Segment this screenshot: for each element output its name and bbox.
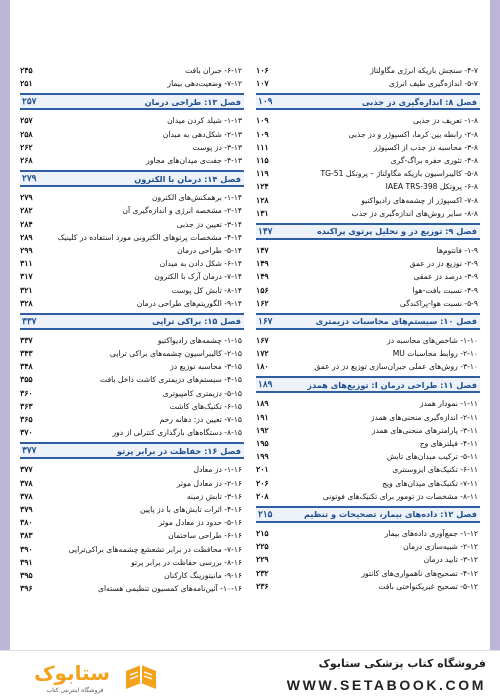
- toc-chapter-title: فصل ۱۶: حفاظت در برابر پرتو: [117, 445, 241, 456]
- toc-entry-title: ۷-۱۶- محافظت در برابر تشعشع چشمه‌های براکی‌تراپی: [68, 544, 242, 554]
- toc-page-number: ۲۴۵: [20, 66, 33, 76]
- toc-entry-title: ۶-۱۵- تکنیک‌های کاشت: [169, 401, 242, 411]
- toc-page-number: ۳۷۷: [20, 465, 33, 475]
- toc-entry[interactable]: [256, 540, 480, 553]
- toc-page-number: ۱۸۰: [256, 362, 269, 372]
- toc-entry-title: ۳-۱۲- تایید درمان: [423, 555, 478, 565]
- toc-entry[interactable]: [256, 257, 480, 270]
- toc-entry[interactable]: [20, 413, 244, 426]
- toc-entry-title: ۵-۸- کالیبراسیون باریکه مگاولتاژ – پروتکل TG-51: [320, 169, 478, 179]
- toc-entry-title: ۲-۱۰- روابط محاسبات MU: [392, 349, 478, 359]
- toc-page-number: ۳۳۷: [20, 335, 33, 345]
- toc-entry[interactable]: [20, 373, 244, 386]
- toc-page-number: ۱۰۶: [256, 66, 269, 76]
- toc-column-left: [20, 64, 244, 595]
- toc-entry-title: ۶-۱۴- شکل دادن به میدان: [159, 259, 242, 269]
- toc-entry-title: ۳-۱۵- محاسبه توزیع دز: [170, 362, 242, 372]
- toc-entry-title: ۴-۱۱- فیلترهای وج: [419, 439, 478, 449]
- toc-entry-title: ۳-۱۳- دز پوست: [192, 142, 242, 152]
- toc-page-number: ۳۱۷: [20, 272, 33, 282]
- toc-entry[interactable]: [20, 542, 244, 555]
- toc-entry[interactable]: [256, 141, 480, 154]
- toc-entry[interactable]: [20, 387, 244, 400]
- toc-entry-title: ۱-۸- تعریف دز جذبی: [412, 116, 478, 126]
- toc-page-number: ۲۷۹: [20, 193, 33, 203]
- toc-page-number: ۳۳۷: [22, 315, 37, 326]
- toc-page-number: ۲۳۶: [256, 581, 269, 591]
- toc-page-number: ۳۶۳: [20, 401, 33, 411]
- toc-page-number: ۱۴۹: [256, 259, 269, 269]
- toc-chapter-heading[interactable]: [256, 506, 480, 523]
- toc-entry[interactable]: [256, 77, 480, 90]
- toc-entry[interactable]: [20, 463, 244, 476]
- toc-entry[interactable]: [256, 64, 480, 77]
- toc-page-number: ۳۹۰: [20, 544, 33, 554]
- toc-page-number: ۱۹۹: [256, 452, 269, 462]
- toc-page-number: ۱۲۴: [256, 182, 269, 192]
- toc-entry-title: ۷-۱۲- وضعیت‌دهی بیمار: [167, 79, 242, 89]
- toc-entry-title: ۸-۱۱- مشخصات دز تومور برای تکنیک‌های فوتونی: [322, 491, 478, 501]
- toc-page-number: ۳۶۵: [20, 415, 33, 425]
- toc-page-number: ۱۵۶: [256, 285, 269, 295]
- toc-entry[interactable]: [20, 231, 244, 244]
- toc-entry[interactable]: [20, 347, 244, 360]
- toc-entry[interactable]: [256, 180, 480, 193]
- toc-page-number: ۳۷۸: [20, 478, 33, 488]
- toc-entry[interactable]: [256, 154, 480, 167]
- toc-entry[interactable]: [20, 141, 244, 154]
- toc-page-number: ۲۱۵: [258, 508, 273, 519]
- toc-entry-title: ۱-۱۴- برهمکنش‌های الکترون: [151, 193, 242, 203]
- toc-page-number: ۳۲۸: [20, 298, 33, 308]
- toc-page-number: ۱۴۷: [258, 225, 273, 236]
- toc-entry-title: ۳-۱۱- پارامترهای منحنی‌های همدز: [371, 425, 478, 435]
- toc-page-number: ۱۰۹: [258, 96, 273, 107]
- toc-entry[interactable]: [256, 114, 480, 127]
- toc-page-number: ۱۶۷: [258, 315, 273, 326]
- toc-entry[interactable]: [256, 167, 480, 180]
- toc-entry[interactable]: [20, 297, 244, 310]
- toc-entry-title: ۶-۱۶- طراحی ساختمان: [168, 531, 242, 541]
- toc-entry-title: ۳-۸- محاسبه دز جذب از اکسپوژر: [373, 142, 478, 152]
- toc-entry[interactable]: [256, 490, 480, 503]
- toc-entry-title: ۴-۱۶- اثرات تابش‌های با دز پایین: [139, 504, 242, 514]
- toc-column-right: [256, 64, 480, 593]
- toc-chapter-heading[interactable]: [256, 223, 480, 240]
- toc-entry[interactable]: [256, 194, 480, 207]
- store-footer: [0, 650, 500, 700]
- toc-entry[interactable]: [20, 218, 244, 231]
- toc-chapter-heading[interactable]: [20, 442, 244, 459]
- toc-entry[interactable]: [256, 566, 480, 579]
- toc-page-number: ۱۷۲: [256, 349, 269, 359]
- toc-page-number: ۲۰۸: [256, 491, 269, 501]
- toc-page-number: ۳۷۷: [22, 445, 37, 456]
- toc-chapter-heading[interactable]: [256, 313, 480, 330]
- toc-page-number: ۱۱۵: [256, 156, 269, 166]
- toc-entry-title: ۲-۱۳- شکل‌دهی به میدان: [162, 129, 242, 139]
- toc-entry-title: ۲-۱۱- اندازه‌گیری منحنی‌های همدز: [370, 412, 478, 422]
- toc-page-number: ۱۹۱: [256, 412, 269, 422]
- toc-chapter-heading[interactable]: [20, 93, 244, 110]
- toc-entry[interactable]: [20, 128, 244, 141]
- toc-entry[interactable]: [20, 64, 244, 77]
- toc-chapter-title: فصل ۱۰: سیستم‌های محاسبات دزیمتری: [315, 316, 477, 327]
- toc-page-number: ۱۰۹: [256, 116, 269, 126]
- toc-page-number: ۳۲۱: [20, 285, 33, 295]
- toc-page-number: ۲۸۴: [20, 219, 33, 229]
- toc-entry[interactable]: [256, 477, 480, 490]
- toc-entry[interactable]: [256, 450, 480, 463]
- toc-entry[interactable]: [256, 437, 480, 450]
- toc-entry-title: ۳-۱۶- تابش زمینه: [186, 491, 242, 501]
- toc-entry-title: ۱-۱۳- شیلد کردن میدان: [167, 116, 242, 126]
- toc-chapter-title: فصل ۹: توزیع دز و تحلیل پرتوی پراکنده: [316, 226, 477, 237]
- toc-entry-title: ۱-۱۰- شاخص‌های محاسبه دز: [387, 335, 478, 345]
- toc-entry-title: ۷-۱۵- تعیین دز: دهانه رحم: [159, 415, 242, 425]
- toc-entry-title: ۷-۱۴- درمان آرک با الکترون: [154, 272, 242, 282]
- toc-entry[interactable]: [256, 347, 480, 360]
- toc-entry[interactable]: [20, 477, 244, 490]
- toc-entry-title: ۳-۹- درصد دز عمقی: [413, 272, 478, 282]
- toc-entry-title: ۷-۸- اکسپوژر از چشمه‌های رادیواکتیو: [361, 195, 478, 205]
- toc-page-number: ۱۰۹: [256, 129, 269, 139]
- toc-entry-title: ۵-۱۴- طراحی درمان: [177, 245, 242, 255]
- toc-chapter-title: فصل ۱۲: داده‌های بیمار، تصحیحات و تنظیم: [303, 509, 477, 520]
- toc-entry-title: ۴-۱۵- سیستم‌های دزیمتری کاشت داخل بافت: [99, 375, 242, 385]
- toc-entry-title: ۱-۱۶- دز معادل: [193, 465, 242, 475]
- toc-page-number: ۳۶۰: [20, 388, 33, 398]
- toc-chapter-heading[interactable]: [256, 93, 480, 110]
- toc-entry-title: ۱-۹- فانتوم‌ها: [436, 245, 478, 255]
- toc-entry-title: ۸-۱۵- دستگاه‌های بارگذاری کنترلی از دور: [112, 428, 242, 438]
- toc-page-number: ۱۴۹: [256, 272, 269, 282]
- toc-page-number: ۲۰۶: [256, 478, 269, 488]
- toc-entry[interactable]: [256, 527, 480, 540]
- toc-page-number: ۳۴۸: [20, 362, 33, 372]
- toc-page-number: ۱۳۱: [256, 208, 269, 218]
- toc-page-number: ۱۶۷: [256, 335, 269, 345]
- toc-page-number: ۲۸۲: [20, 206, 33, 216]
- toc-chapter-title: فصل ۱۱: طراحی درمان I: توزیع‌های همدز: [307, 379, 477, 390]
- book-icon: [124, 663, 158, 693]
- toc-page-number: ۲۰۱: [256, 465, 269, 475]
- toc-entry-title: ۲-۱۶- دز معادل موثر: [176, 478, 242, 488]
- toc-page-number: ۱۸۹: [258, 379, 273, 390]
- toc-entry-title: ۵-۱۲- تصحیح غیریکنواختی بافت: [378, 581, 478, 591]
- toc-entry[interactable]: [20, 490, 244, 503]
- toc-entry[interactable]: [256, 283, 480, 296]
- toc-entry[interactable]: [20, 334, 244, 347]
- toc-entry[interactable]: [20, 426, 244, 439]
- toc-entry-title: ۲-۸- رابطه بین کرما، اکسپوژر و دز جذبی: [348, 129, 478, 139]
- toc-entry-title: ۲-۱۲- شبیه‌سازی درمان: [403, 542, 478, 552]
- toc-page-number: ۳۴۳: [20, 349, 33, 359]
- toc-entry[interactable]: [20, 529, 244, 542]
- toc-entry[interactable]: [20, 569, 244, 582]
- toc-entry[interactable]: [256, 397, 480, 410]
- toc-entry-title: ۲-۹- توزیع دز در عمق: [409, 259, 478, 269]
- toc-entry[interactable]: [20, 154, 244, 167]
- toc-entry[interactable]: [20, 516, 244, 529]
- toc-entry[interactable]: [256, 207, 480, 220]
- toc-entry-title: ۴-۱۲- تصحیح‌های ناهمواری‌های کانتور: [361, 568, 478, 578]
- toc-entry-title: ۵-۱۵- دزیمتری کامپیوتری: [162, 388, 242, 398]
- toc-page-number: ۱۰۷: [256, 79, 269, 89]
- toc-entry[interactable]: [20, 503, 244, 516]
- toc-entry[interactable]: [20, 283, 244, 296]
- toc-entry-title: ۵-۱۶- حدود دز معادل موثر: [158, 518, 242, 528]
- toc-entry[interactable]: [256, 463, 480, 476]
- store-url[interactable]: WWW.SETABOOK.COM: [286, 677, 486, 693]
- toc-entry[interactable]: [256, 334, 480, 347]
- toc-entry[interactable]: [20, 204, 244, 217]
- toc-page-number: ۲۵۱: [20, 79, 33, 89]
- toc-entry-title: ۱۰-۱۶- آئین‌نامه‌های کمسیون تنظیمی هسته‌ای: [98, 584, 242, 594]
- toc-entry-title: ۴-۷- سنجش باریکه انرژی مگاولتاژ: [370, 66, 478, 76]
- toc-entry[interactable]: [20, 114, 244, 127]
- toc-page-number: ۲۸۹: [20, 232, 33, 242]
- toc-entry[interactable]: [20, 270, 244, 283]
- toc-page-number: ۲۶۸: [20, 156, 33, 166]
- toc-page-number: ۲۹۹: [20, 245, 33, 255]
- toc-page-number: ۳۱۱: [20, 259, 33, 269]
- toc-page: [10, 0, 490, 650]
- toc-page-number: ۳۸۳: [20, 531, 33, 541]
- toc-page-number: ۲۳۲: [256, 568, 269, 578]
- toc-page-number: ۳۸۰: [20, 518, 33, 528]
- toc-entry-title: ۶-۱۱- تکنیک‌های ایزوسنتری: [392, 465, 478, 475]
- toc-page-number: ۲۵۷: [22, 96, 37, 107]
- toc-entry-title: ۴-۱۳- جفت‌ی میدان‌های مجاور: [146, 156, 242, 166]
- toc-page-number: ۳۵۵: [20, 375, 33, 385]
- toc-chapter-heading[interactable]: [20, 170, 244, 187]
- toc-page-number: ۱۴۷: [256, 245, 269, 255]
- toc-page-number: ۱۲۸: [256, 195, 269, 205]
- toc-page-number: ۲۲۵: [256, 542, 269, 552]
- toc-entry-title: ۸-۸- سایر روش‌های اندازه‌گیری دز جذب: [351, 208, 478, 218]
- toc-page-number: ۳۹۱: [20, 557, 33, 567]
- toc-entry-title: ۲-۱۵- کالیبراسیون چشمه‌های براکی تراپی: [109, 349, 242, 359]
- toc-entry-title: ۳-۱۰- روش‌های عملی جبران‌سازی توزیع دز در عمق: [314, 362, 478, 372]
- toc-page-number: ۱۱۹: [256, 169, 269, 179]
- toc-entry[interactable]: [20, 191, 244, 204]
- toc-page-number: ۲۵۷: [20, 116, 33, 126]
- toc-entry-title: ۸-۱۴- تابش کل پوست: [171, 285, 242, 295]
- toc-chapter-title: فصل ۱۴: درمان با الکترون: [134, 173, 241, 184]
- toc-entry-title: ۹-۱۴- الگوریتم‌های طراحی درمان: [136, 298, 242, 308]
- toc-entry-title: ۱-۱۵- چشمه‌های رادیواکتیو: [157, 335, 242, 345]
- toc-entry-title: ۱-۱۱- نمودار همدز: [419, 399, 478, 409]
- toc-chapter-title: فصل ۱۵: براکی تراپی: [152, 316, 241, 327]
- toc-entry-title: ۲-۱۴- مشخصه انرژی و اندازه‌گیری آن: [122, 206, 242, 216]
- toc-entry[interactable]: [20, 582, 244, 595]
- toc-entry-title: ۳-۱۴- تعیین دز جذبی: [176, 219, 242, 229]
- toc-entry-title: ۵-۷- اندازه‌گیری طیف انرژی: [388, 79, 478, 89]
- toc-entry[interactable]: [20, 257, 244, 270]
- toc-entry-title: ۷-۱۱- تکنیک‌های میدان‌های ویج: [382, 478, 478, 488]
- toc-chapter-heading[interactable]: [20, 313, 244, 330]
- toc-page-number: ۱۹۲: [256, 425, 269, 435]
- logo-wordmark: ستابوک: [34, 661, 110, 685]
- toc-entry[interactable]: [256, 580, 480, 593]
- toc-page-number: ۳۷۸: [20, 491, 33, 501]
- toc-page-number: ۱۹۵: [256, 439, 269, 449]
- toc-page-number: ۲۲۹: [256, 555, 269, 565]
- toc-chapter-title: فصل ۸: اندازه‌گیری دز جذبی: [362, 96, 477, 107]
- toc-entry-title: ۹-۱۶- مانیتورینگ کارکنان: [164, 570, 242, 580]
- toc-page-number: ۳۹۵: [20, 570, 33, 580]
- store-logo[interactable]: [14, 659, 164, 697]
- toc-chapter-heading[interactable]: [256, 376, 480, 393]
- toc-entry[interactable]: [256, 360, 480, 373]
- toc-entry[interactable]: [256, 297, 480, 310]
- toc-entry[interactable]: [20, 244, 244, 257]
- toc-entry[interactable]: [256, 411, 480, 424]
- toc-entry-title: ۶-۱۲- جبران بافت: [185, 66, 242, 76]
- toc-entry-title: ۸-۱۶- بررسی حفاظت در برابر پرتو: [131, 557, 242, 567]
- toc-entry[interactable]: [256, 553, 480, 566]
- toc-entry[interactable]: [20, 360, 244, 373]
- toc-chapter-title: فصل ۱۳: طراحی درمان: [144, 96, 241, 107]
- store-title: فروشگاه کتاب پزشکی ستابوک: [318, 657, 486, 670]
- toc-entry[interactable]: [256, 424, 480, 437]
- toc-entry-title: ۴-۱۴- مشخصات پرتوهای الکترونی مورد استفاده در کلینیک: [57, 232, 242, 242]
- toc-page-number: ۲۶۲: [20, 142, 33, 152]
- toc-page-number: ۲۱۵: [256, 528, 269, 538]
- toc-page-number: ۲۵۸: [20, 129, 33, 139]
- toc-page-number: ۳۷۰: [20, 428, 33, 438]
- toc-page-number: ۲۷۹: [22, 173, 37, 184]
- toc-entry[interactable]: [256, 270, 480, 283]
- toc-page-number: ۱۸۹: [256, 399, 269, 409]
- toc-entry[interactable]: [256, 244, 480, 257]
- toc-page-number: ۳۷۹: [20, 504, 33, 514]
- toc-entry-title: ۵-۱۱- ترکیب میدان‌های تابش: [386, 452, 478, 462]
- logo-subtitle: فروشگاه اینترنتی کتاب: [46, 687, 104, 694]
- toc-entry[interactable]: [256, 128, 480, 141]
- toc-entry-title: ۱-۱۲- جمع‌آوری داده‌های بیمار: [384, 528, 478, 538]
- toc-entry-title: ۶-۸- پروتکل IAEA TRS-398: [385, 182, 478, 192]
- toc-entry[interactable]: [20, 400, 244, 413]
- toc-entry-title: ۴-۸- تئوری حفره براگ-گری: [390, 156, 478, 166]
- toc-page-number: ۱۶۲: [256, 298, 269, 308]
- toc-page-number: ۱۱۱: [256, 142, 269, 152]
- toc-page-number: ۳۹۶: [20, 584, 33, 594]
- toc-entry-title: ۵-۹- نسبت هوا-پراکندگی: [399, 298, 478, 308]
- toc-entry[interactable]: [20, 77, 244, 90]
- toc-entry[interactable]: [20, 556, 244, 569]
- toc-entry-title: ۴-۹- نسبت بافت-هوا: [412, 285, 478, 295]
